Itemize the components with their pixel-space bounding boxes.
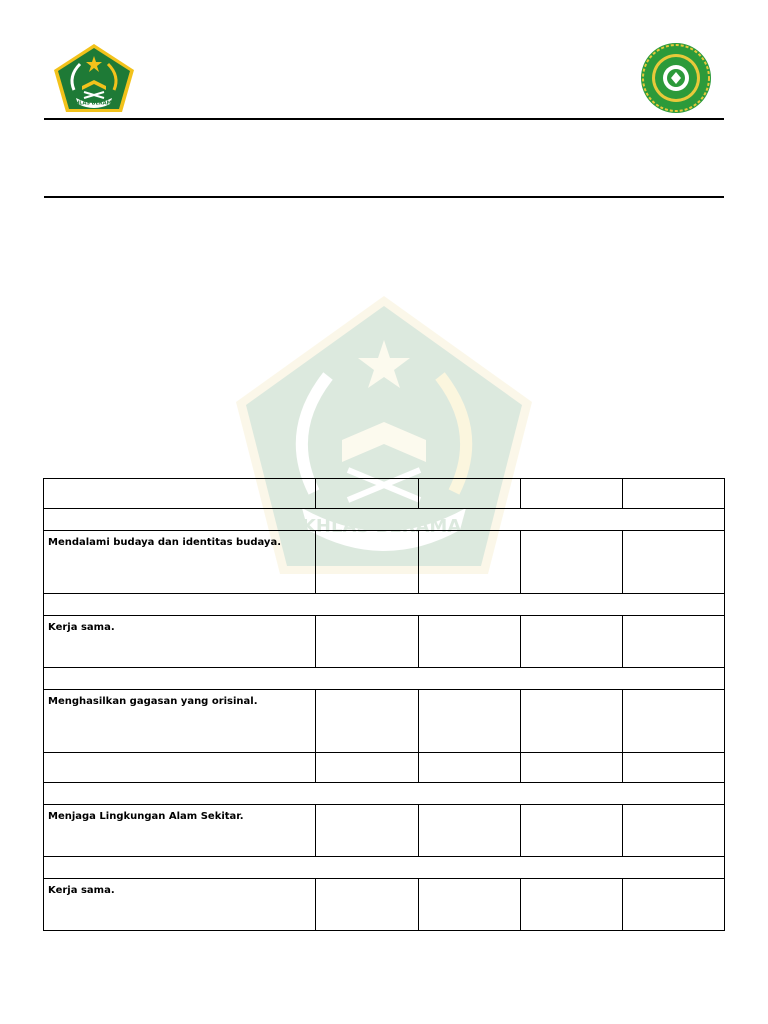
criteria-label: Menghasilkan gagasan yang orisinal. [44, 690, 316, 753]
criteria-label: Kerja sama. [44, 879, 316, 931]
header-rule-bottom [44, 196, 724, 198]
score-cell [520, 531, 622, 594]
header-cell [520, 753, 622, 783]
criteria-label: Menjaga Lingkungan Alam Sekitar. [44, 805, 316, 857]
header-cell [316, 479, 418, 509]
header-cell [44, 479, 316, 509]
table-row [44, 690, 725, 753]
table-row [44, 879, 725, 931]
score-cell [418, 690, 520, 753]
header-cell [418, 753, 520, 783]
kemenag-emblem-icon [52, 42, 136, 114]
table-row [44, 616, 725, 668]
section-cell [44, 668, 725, 690]
header-cell [622, 479, 724, 509]
section-cell [44, 783, 725, 805]
score-cell [520, 616, 622, 668]
section-row [44, 668, 725, 690]
score-cell [316, 616, 418, 668]
score-cell [622, 879, 724, 931]
score-cell [316, 879, 418, 931]
score-cell [316, 531, 418, 594]
score-cell [316, 690, 418, 753]
section-row [44, 594, 725, 616]
assessment-table-1 [43, 478, 725, 753]
section-cell [44, 857, 725, 879]
score-cell [418, 879, 520, 931]
score-cell [622, 805, 724, 857]
score-cell [418, 531, 520, 594]
table-header-row [44, 753, 725, 783]
table-row [44, 531, 725, 594]
header-cell [316, 753, 418, 783]
madrasah-seal-icon [637, 42, 715, 114]
section-row [44, 857, 725, 879]
section-row [44, 783, 725, 805]
header-cell [44, 753, 316, 783]
score-cell [418, 805, 520, 857]
criteria-label: Kerja sama. [44, 616, 316, 668]
table-header-row [44, 479, 725, 509]
score-cell [316, 805, 418, 857]
score-cell [622, 690, 724, 753]
header-cell [622, 753, 724, 783]
section-row [44, 509, 725, 531]
score-cell [520, 690, 622, 753]
score-cell [622, 531, 724, 594]
criteria-label: Mendalami budaya dan identitas budaya. [44, 531, 316, 594]
section-cell [44, 594, 725, 616]
logo-motto: IKHLAS BERAMAL [69, 100, 119, 107]
score-cell [418, 616, 520, 668]
score-cell [520, 879, 622, 931]
table-row [44, 805, 725, 857]
header-rule-top [44, 118, 724, 120]
header-cell [520, 479, 622, 509]
score-cell [520, 805, 622, 857]
assessment-table-2 [43, 752, 725, 931]
header-cell [418, 479, 520, 509]
score-cell [622, 616, 724, 668]
watermark-motto: IKHLAS BERAMAL [295, 516, 473, 537]
section-cell [44, 509, 725, 531]
